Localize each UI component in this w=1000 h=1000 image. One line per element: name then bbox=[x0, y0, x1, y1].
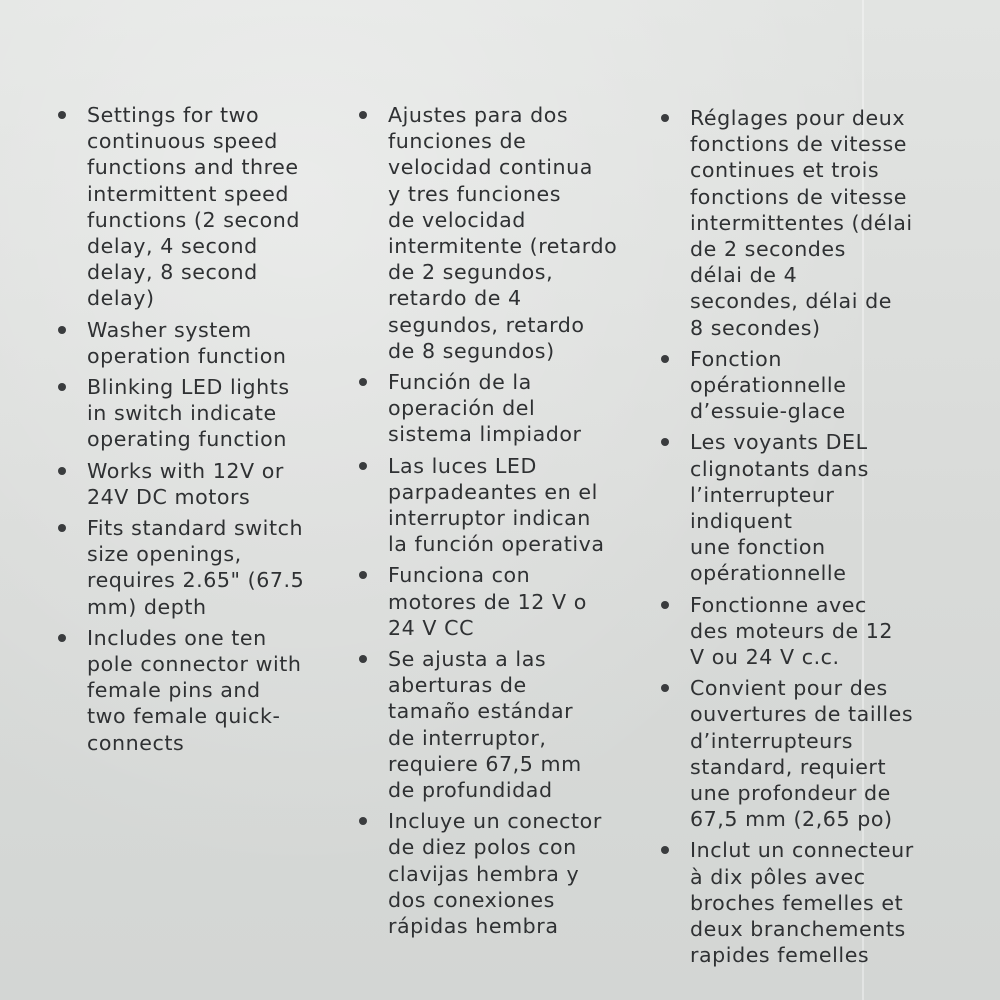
bullet-icon bbox=[58, 524, 66, 532]
feature-item bbox=[357, 102, 647, 364]
feature-item bbox=[357, 369, 647, 448]
feature-text: Función de la operación del sistema limpiador bbox=[388, 370, 582, 447]
feature-text: Settings for two continuous speed functions and three intermittent speed functions (2 second delay, 4 second delay, 8 second delay) bbox=[87, 103, 300, 311]
bullet-icon bbox=[58, 467, 66, 475]
feature-item bbox=[357, 646, 647, 803]
bullet-icon bbox=[359, 462, 367, 470]
feature-text: Fits standard switch size openings, requires 2.65" (67.5 mm) depth bbox=[87, 516, 305, 619]
bullet-icon bbox=[661, 355, 669, 363]
feature-item bbox=[659, 592, 959, 671]
bullet-icon bbox=[359, 571, 367, 579]
feature-text: Fonctionne avec des moteurs de 12 V ou 24 V c.c. bbox=[690, 592, 894, 670]
bullet-icon bbox=[58, 383, 66, 391]
feature-item bbox=[357, 453, 647, 558]
bullet-icon bbox=[661, 601, 669, 609]
bullet-icon bbox=[58, 326, 66, 334]
bullet-icon bbox=[359, 655, 367, 663]
feature-item bbox=[56, 458, 346, 510]
feature-text: Washer system operation function bbox=[87, 317, 287, 368]
feature-item bbox=[659, 105, 959, 341]
feature-text: Fonction opérationnelle d’essuie-glace bbox=[690, 346, 847, 424]
english-features-list bbox=[56, 102, 346, 761]
feature-item bbox=[56, 102, 346, 312]
bullet-icon bbox=[661, 684, 669, 692]
feature-item bbox=[659, 429, 959, 586]
bullet-icon bbox=[58, 111, 66, 119]
bullet-icon bbox=[359, 817, 367, 825]
feature-text: Les voyants DEL clignotants dans l’interrupteur indiquent une fonction opérationnelle bbox=[690, 430, 869, 586]
feature-item bbox=[56, 625, 346, 756]
feature-item bbox=[56, 317, 346, 369]
spanish-features-list bbox=[357, 102, 647, 944]
bullet-icon bbox=[661, 438, 669, 446]
feature-text: Funciona con motores de 12 V o 24 V CC bbox=[388, 563, 587, 640]
feature-item bbox=[56, 515, 346, 620]
feature-text: Réglages pour deux fonctions de vitesse continues et trois fonctions de vitesse intermittentes (délai de 2 secondes délai de 4 secondes, délai de 8 secondes) bbox=[690, 106, 913, 340]
feature-text: Works with 12V or 24V DC motors bbox=[87, 458, 284, 509]
feature-text: Convient pour des ouvertures de tailles d’interrupteurs standard, requiert une profondeur de 67,5 mm (2,65 po) bbox=[690, 676, 914, 832]
french-features-list bbox=[659, 105, 959, 974]
feature-item bbox=[659, 675, 959, 832]
feature-item bbox=[659, 346, 959, 425]
bullet-icon bbox=[661, 114, 669, 122]
bullet-icon bbox=[359, 378, 367, 386]
bullet-icon bbox=[661, 846, 669, 854]
feature-text: Ajustes para dos funciones de velocidad continua y tres funciones de velocidad intermitente (retardo de 2 segundos, retardo de 4 segundos, retardo de 8 segundos) bbox=[388, 103, 618, 363]
feature-item bbox=[357, 808, 647, 939]
feature-text: Includes one ten pole connector with female pins and two female quick- connects bbox=[87, 625, 302, 755]
feature-text: Blinking LED lights in switch indicate operating function bbox=[87, 375, 290, 452]
feature-text: Las luces LED parpadeantes en el interruptor indican la función operativa bbox=[388, 453, 605, 557]
feature-item bbox=[56, 374, 346, 453]
bullet-icon bbox=[58, 634, 66, 642]
feature-text: Incluye un conector de diez polos con clavijas hembra y dos conexiones rápidas hembra bbox=[388, 809, 602, 939]
feature-item bbox=[659, 837, 959, 968]
feature-item bbox=[357, 562, 647, 641]
bullet-icon bbox=[359, 111, 367, 119]
feature-text: Inclut un connecteur à dix pôles avec broches femelles et deux branchements rapides femelles bbox=[690, 838, 914, 968]
feature-text: Se ajusta a las aberturas de tamaño estándar de interruptor, requiere 67,5 mm de profundidad bbox=[388, 647, 582, 803]
